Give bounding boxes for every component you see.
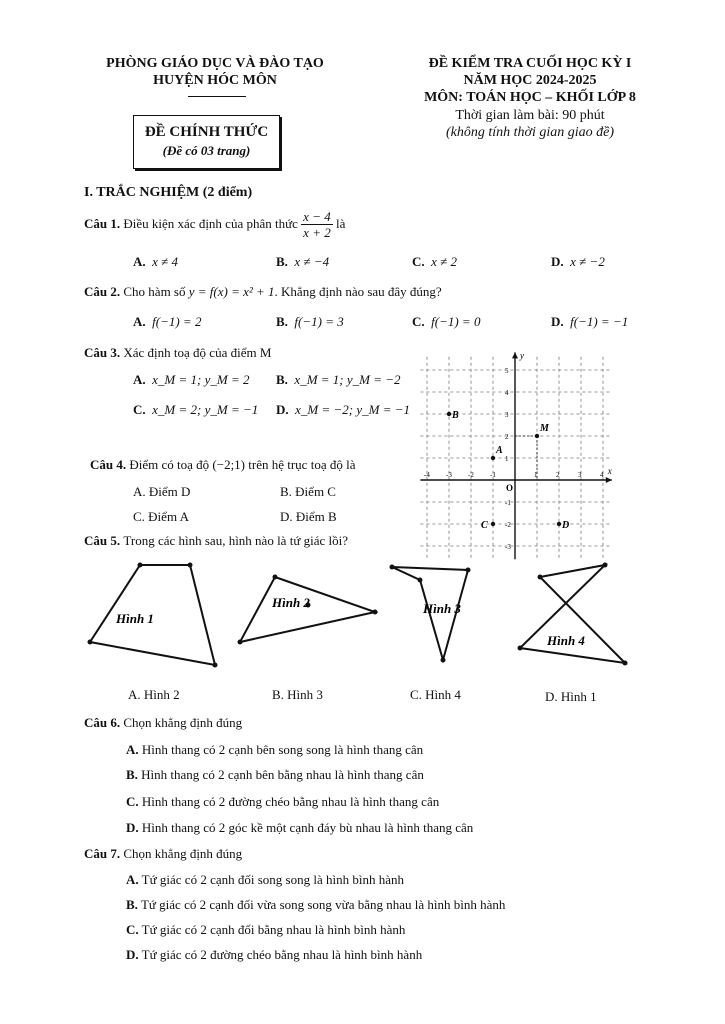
q5-option-b: B. Hình 3	[272, 687, 323, 702]
x-tick-label: -1	[490, 471, 496, 479]
q4-option-d: D. Điểm B	[280, 509, 337, 524]
q1-option-d: D. x ≠ −2	[551, 254, 605, 269]
question-2: Câu 2. Cho hàm số y = f(x) = x² + 1. Khẳng định nào sau đây đúng?	[84, 284, 442, 299]
q1-denominator: x + 2	[303, 224, 331, 240]
y-axis-label: y	[520, 350, 524, 361]
y-tick-label: 3	[505, 411, 509, 419]
q1-option-b: B. x ≠ −4	[276, 254, 330, 269]
x-tick-label: 1	[534, 471, 538, 479]
x-tick-label: 3	[578, 471, 582, 479]
district-name: HUYỆN HÓC MÔN	[153, 73, 277, 88]
x-tick-label: -3	[446, 471, 452, 479]
figure-2-label: Hình 2	[272, 595, 310, 610]
q7-option-d: D. Tứ giác có 2 đường chéo bằng nhau là hình bình hành	[126, 947, 423, 962]
department-name: PHÒNG GIÁO DỤC VÀ ĐÀO TẠO	[106, 56, 324, 71]
q5-option-d: D. Hình 1	[545, 689, 597, 704]
q1-numerator: x − 4	[303, 208, 331, 224]
q1-fraction	[301, 209, 333, 240]
question-6: Câu 6. Chọn khẳng định đúng	[84, 715, 243, 730]
q2-function: y = f(x) = x² + 1	[188, 284, 275, 299]
figure-3-label: Hình 3	[423, 601, 461, 616]
q6-option-d: D. Hình thang có 2 góc kề một cạnh đáy bù nhau là hình thang cân	[126, 820, 474, 835]
point-label-C: C	[481, 520, 488, 531]
q3-option-b: B. x_M = 1; y_M = −2	[276, 372, 401, 387]
y-axis-arrow	[512, 352, 518, 358]
q3-option-a: A. x_M = 1; y_M = 2	[133, 372, 250, 387]
q4-option-b: B. Điểm C	[280, 484, 336, 499]
y-tick-label: 2	[505, 433, 509, 441]
point-label-D: D	[562, 520, 570, 531]
subject: MÔN: TOÁN HỌC – KHỐI LỚP 8	[424, 90, 636, 105]
x-tick-label: -4	[424, 471, 430, 479]
q4-option-c: C. Điểm A	[133, 509, 189, 524]
x-axis-arrow	[606, 477, 612, 483]
q2-option-b: B. f(−1) = 3	[276, 314, 344, 329]
x-tick-label: -2	[468, 471, 474, 479]
header-divider	[188, 96, 246, 97]
graph-points	[447, 410, 569, 531]
q1-tail: là	[335, 216, 346, 231]
y-tick-label: -2	[505, 521, 511, 529]
question-4: Câu 4. Điểm có toạ độ (−2;1) trên hệ trục toạ độ là	[90, 457, 356, 472]
y-tick-label: -1	[505, 499, 511, 507]
q6-option-b: B. Hình thang có 2 cạnh bên bằng nhau là hình thang cân	[126, 767, 424, 782]
question-3: Câu 3. Xác định toạ độ của điểm M	[84, 345, 272, 360]
point-D	[557, 522, 561, 526]
x-axis-label: x	[607, 466, 612, 476]
question-7: Câu 7. Chọn khẳng định đúng	[84, 846, 243, 861]
point-label-A: A	[496, 445, 503, 456]
duration-note: (không tính thời gian giao đề)	[445, 125, 615, 140]
y-tick-label: 5	[505, 367, 509, 375]
x-tick-label: 2	[556, 471, 560, 479]
point-A	[491, 456, 495, 460]
q5-option-a: A. Hình 2	[128, 687, 180, 702]
q1-option-c: C. x ≠ 2	[412, 254, 458, 269]
q2-option-a: A. f(−1) = 2	[133, 314, 202, 329]
official-title: ĐỀ CHÍNH THỨC	[144, 124, 269, 140]
point-M	[535, 434, 539, 438]
q4-option-a: A. Điểm D	[133, 484, 191, 499]
y-tick-label: 1	[505, 455, 509, 463]
q7-option-b: B. Tứ giác có 2 cạnh đối vừa song song vừa bằng nhau là hình bình hành	[126, 897, 506, 912]
official-exam-box	[133, 115, 280, 169]
q7-option-c: C. Tứ giác có 2 cạnh đối bằng nhau là hình bình hành	[126, 922, 406, 937]
q1-text: Điều kiện xác định của phân thức	[123, 216, 298, 231]
q6-option-a: A. Hình thang có 2 cạnh bên song song là hình thang cân	[126, 742, 424, 757]
point-C	[491, 522, 495, 526]
question-5: Câu 5. Trong các hình sau, hình nào là tứ giác lồi?	[84, 533, 349, 548]
duration: Thời gian làm bài: 90 phút	[455, 108, 605, 123]
quadrilateral-figures	[80, 555, 640, 675]
q1-option-a: A. x ≠ 4	[133, 254, 179, 269]
point-label-M: M	[540, 423, 549, 434]
q3-option-c: C. x_M = 2; y_M = −1	[133, 402, 259, 417]
coordinate-graph	[420, 340, 630, 551]
y-tick-label: -3	[505, 543, 511, 551]
figure-4-label: Hình 4	[547, 633, 585, 648]
q2-option-c: C. f(−1) = 0	[412, 314, 481, 329]
school-year: NĂM HỌC 2024-2025	[463, 73, 597, 88]
section-title: I. TRẮC NGHIỆM (2 điểm)	[84, 185, 253, 200]
q5-option-c: C. Hình 4	[410, 687, 461, 702]
q3-option-d: D. x_M = −2; y_M = −1	[276, 402, 411, 417]
point-label-B: B	[452, 410, 459, 421]
page-count: (Đề có 03 trang)	[162, 143, 251, 158]
q1-label: Câu 1.	[84, 216, 121, 231]
q7-option-a: A. Tứ giác có 2 cạnh đối song song là hình bình hành	[126, 872, 404, 887]
origin-label: O	[506, 483, 514, 493]
q6-option-c: C. Hình thang có 2 đường chéo bằng nhau là hình thang cân	[126, 794, 440, 809]
q2-option-d: D. f(−1) = −1	[551, 314, 629, 329]
y-tick-label: 4	[505, 389, 509, 397]
figure-1-label: Hình 1	[116, 611, 154, 626]
exam-title: ĐỀ KIỂM TRA CUỐI HỌC KỲ I	[428, 56, 632, 71]
graph-ticks	[424, 367, 604, 551]
x-tick-label: 4	[600, 471, 604, 479]
figure-4-shape	[520, 565, 625, 663]
point-B	[447, 412, 451, 416]
question-1	[84, 206, 345, 242]
